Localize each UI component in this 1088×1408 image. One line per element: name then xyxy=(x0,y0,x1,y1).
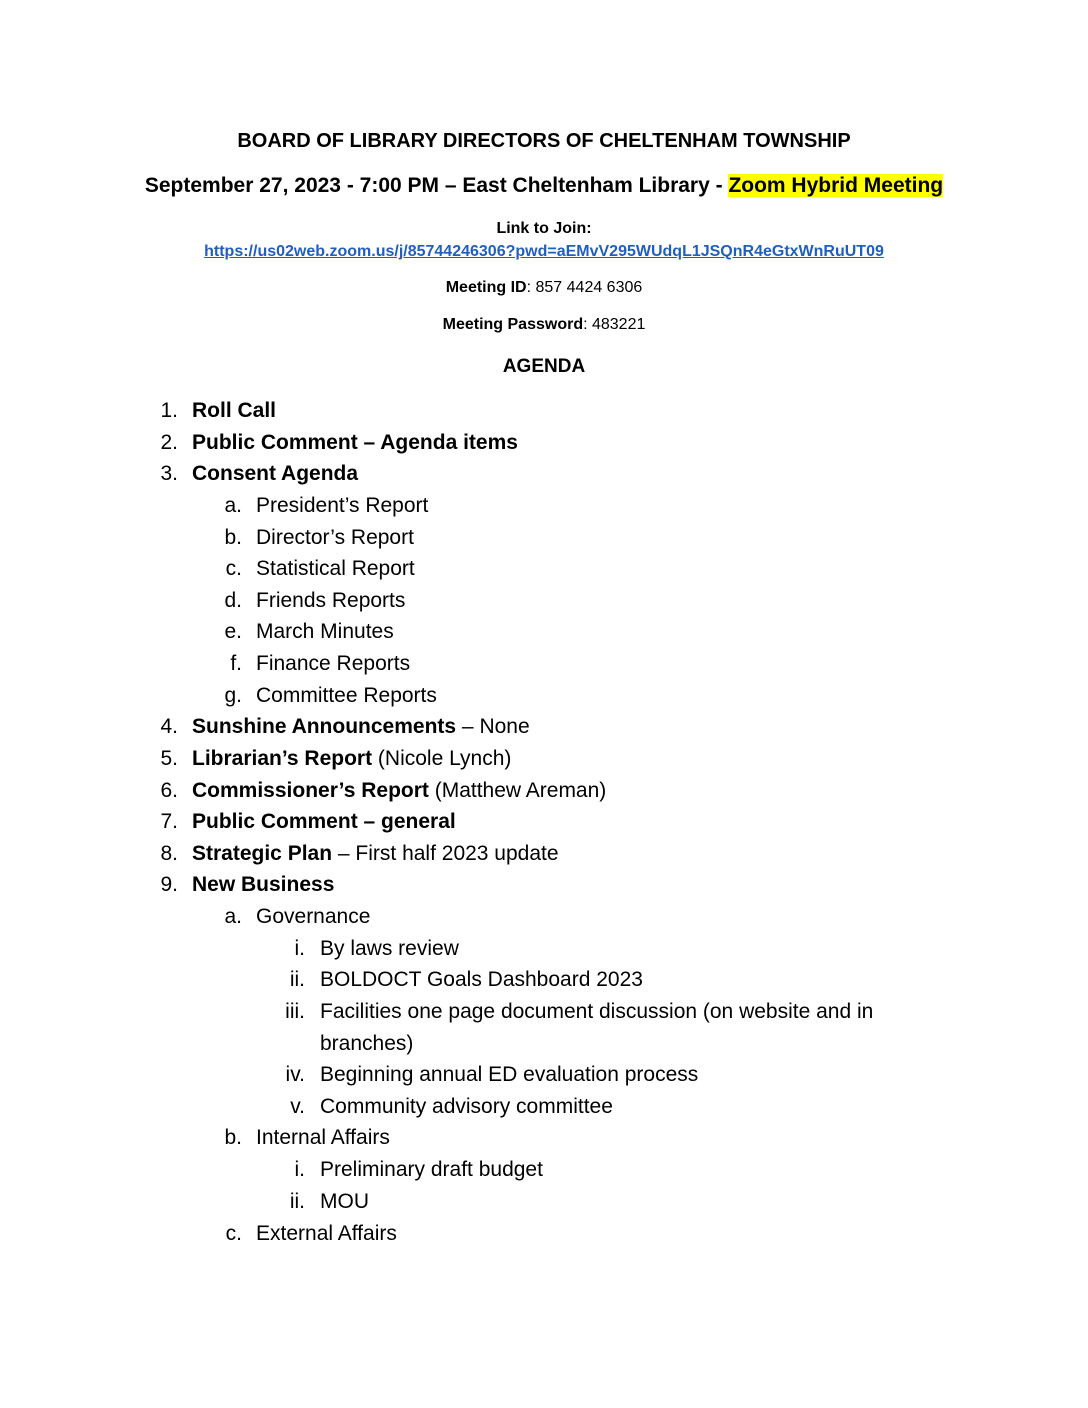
item-title: Commissioner’s Report xyxy=(192,779,429,802)
subsubitem-text: Community advisory committee xyxy=(320,1095,613,1118)
meeting-date-line xyxy=(0,174,1088,198)
roman-numeral: i. xyxy=(294,937,305,960)
roman-numeral: iv. xyxy=(285,1063,305,1086)
item-number: 3. xyxy=(160,462,178,485)
item-detail: – None xyxy=(456,715,530,738)
subsubitem-text: MOU xyxy=(320,1190,369,1213)
meeting-password-value: : 483221 xyxy=(583,316,646,333)
roman-numeral: ii. xyxy=(289,968,305,991)
subitem-letter: a. xyxy=(224,494,242,517)
subitem-letter: g. xyxy=(224,684,242,707)
subitem-text: President’s Report xyxy=(256,494,429,517)
document-title: BOARD OF LIBRARY DIRECTORS OF CHELTENHAM TOWNSHIP xyxy=(237,130,851,152)
subitem-letter: f. xyxy=(230,652,242,675)
meeting-password-label: Meeting Password xyxy=(442,316,584,333)
zoom-join-link[interactable]: https://us02web.zoom.us/j/85744246306?pwd=aEMvV295WUdqL1JSQnR4eGtxWnRuUT09 xyxy=(204,243,884,260)
roman-numeral: v. xyxy=(290,1095,305,1118)
subitem-letter: c. xyxy=(225,1222,242,1245)
meeting-id xyxy=(0,279,1088,297)
item-number: 1. xyxy=(160,399,178,422)
item-title: Consent Agenda xyxy=(192,462,359,485)
item-title: Public Comment – Agenda items xyxy=(192,431,518,454)
roman-numeral: iii. xyxy=(285,1000,305,1023)
item-title: Roll Call xyxy=(192,399,277,422)
subsubitem-text: Beginning annual ED evaluation process xyxy=(320,1063,699,1086)
item-detail: (Matthew Areman) xyxy=(428,779,607,802)
item-detail: (Nicole Lynch) xyxy=(372,747,512,770)
subitem-text: Friends Reports xyxy=(256,589,406,612)
item-title: Sunshine Announcements xyxy=(192,715,457,738)
item-title: Librarian’s Report xyxy=(192,747,373,770)
subitem-letter: b. xyxy=(224,526,242,549)
link-label: Link to Join: xyxy=(496,220,592,237)
subitem-text: March Minutes xyxy=(256,620,394,643)
subitem-letter: b. xyxy=(224,1126,242,1149)
subitem-letter: e. xyxy=(224,620,242,643)
subitem-text: Statistical Report xyxy=(256,557,415,580)
subitem-letter: c. xyxy=(225,557,242,580)
zoom-hybrid-highlight: Zoom Hybrid Meeting xyxy=(728,174,944,197)
item-number: 5. xyxy=(160,747,178,770)
subsubitem-text-continued: branches) xyxy=(320,1032,414,1055)
subitem-text: Committee Reports xyxy=(256,684,437,707)
item-number: 7. xyxy=(160,810,178,833)
date-location-text: September 27, 2023 - 7:00 PM – East Cheltenham Library - xyxy=(144,174,729,197)
roman-numeral: ii. xyxy=(289,1190,305,1213)
item-number: 2. xyxy=(160,431,178,454)
subitem-text: Internal Affairs xyxy=(256,1126,390,1149)
meeting-id-label: Meeting ID xyxy=(445,279,527,296)
item-title: Public Comment – general xyxy=(192,810,456,833)
meeting-id-value: : 857 4424 6306 xyxy=(526,279,643,296)
subsubitem-text: By laws review xyxy=(320,937,459,960)
roman-numeral: i. xyxy=(294,1158,305,1181)
subitem-letter: d. xyxy=(224,589,242,612)
subitem-text: External Affairs xyxy=(256,1222,397,1245)
subitem-text: Director’s Report xyxy=(256,526,414,549)
item-title: New Business xyxy=(192,873,335,896)
item-title: Strategic Plan xyxy=(192,842,333,865)
subsubitem-text: Preliminary draft budget xyxy=(320,1158,543,1181)
item-number: 8. xyxy=(160,842,178,865)
item-number: 6. xyxy=(160,779,178,802)
subsubitem-text: BOLDOCT Goals Dashboard 2023 xyxy=(320,968,643,991)
item-number: 4. xyxy=(160,715,178,738)
meeting-password xyxy=(0,316,1088,334)
subitem-text: Finance Reports xyxy=(256,652,411,675)
item-detail: – First half 2023 update xyxy=(332,842,559,865)
subsubitem-text: Facilities one page document discussion (on website and in xyxy=(320,1000,874,1023)
subitem-text: Governance xyxy=(256,905,371,928)
item-number: 9. xyxy=(160,873,178,896)
subitem-letter: a. xyxy=(224,905,242,928)
agenda-heading: AGENDA xyxy=(502,356,586,377)
